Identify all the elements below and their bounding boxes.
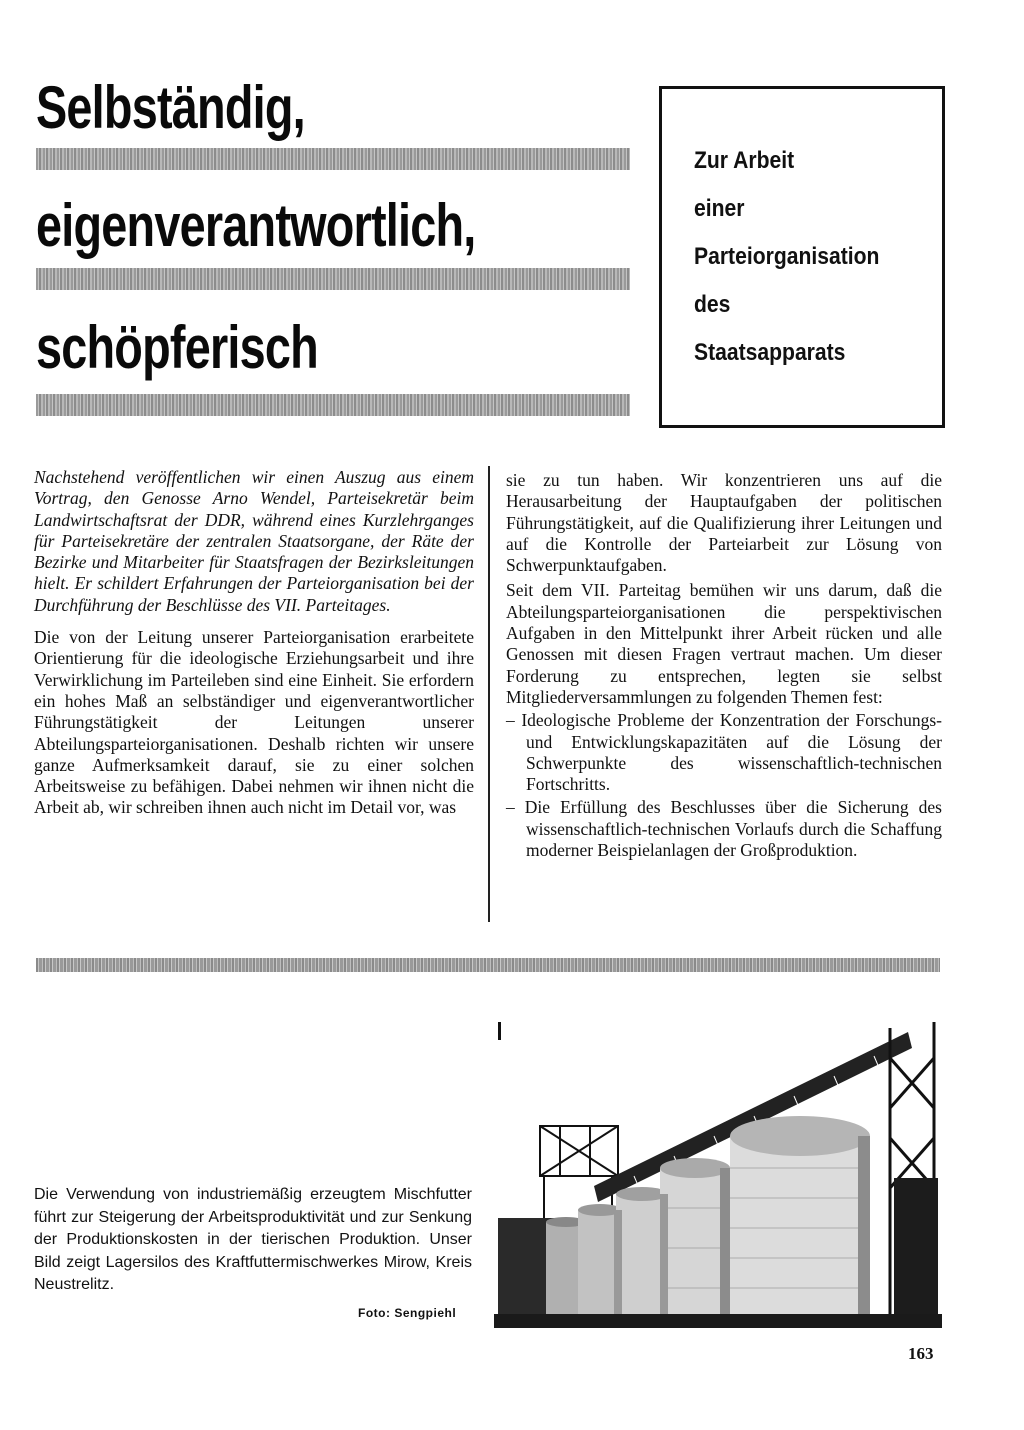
left-column [34,467,474,819]
section-divider-bar [36,958,940,972]
bullet-item-2: – Die Erfüllung des Beschlusses über die Sicherung des wissenschaftlich-technischen Vorlaufs durch die Schaffung moderner Beispielanlagen der Großproduktion. [506,797,942,861]
bullet-item-1: – Ideologische Probleme der Konzentration der Forschungs- und Entwicklungskapazitäten auf die Lösung der Schwerpunkte des wissenschaftlich-technischen Fortschritts. [506,710,942,795]
headline-underline-bar-2 [36,268,630,290]
body-paragraph-3: Seit dem VII. Parteitag bemühen wir uns darum, daß die Abteilungsparteiorganisationen die perspektivischen Aufgaben in den Mittelpunkt ihrer Arbeit rücken und alle Genossen mit diesen Fragen vertraut machen. Um dieser Forderung zu entsprechen, legten sie selbst Mitgliederversammlungen zu folgenden Themen fest: [506,580,942,707]
column-divider [488,466,490,922]
photo-credit: Foto: Sengpiehl [358,1306,457,1320]
intro-paragraph: Nachstehend veröffentlichen wir einen Auszug aus einem Vortrag, den Genosse Arno Wendel, Parteisekretär beim Landwirtschaftsrat der DDR, während eines Kurzlehrganges für Parteisekretäre der zentralen Staatsorgane, der Räte der Bezirke und Mitarbeiter für Staatsfragen der Bezirksleitungen hielt. Er schildert Erfahrungen der Parteiorganisation bei der Durchführung der Beschlüsse des VII. Parteitages. [34,467,474,615]
subtitle-box [659,86,945,428]
headline-line-3: schöpferisch [36,314,318,381]
body-paragraph-1: Die von der Leitung unserer Parteiorganisation erarbeitete Orientierung für die ideologische Erziehungsarbeit und ihre Verwirklichung im Parteileben sind eine Einheit. Sie erfordern ein hohes Maß an selbständiger und eigenverantwortlicher Führungstätigkeit der Leitungen unserer Abteilungsparteiorganisationen. Deshalb richten wir unsere ganze Aufmerksamkeit darauf, sie zu einer solchen Arbeitsweise zu befähigen. Dabei nehmen wir ihnen nicht die Arbeit ab, wir schreiben ihnen auch nicht im Detail vor, was [34,627,474,818]
subtitle-line-4: des [694,291,731,318]
headline-underline-bar-1 [36,148,630,170]
photo-caption: Die Verwendung von industriemäßig erzeugtem Mischfutter führt zur Steigerung der Arbeitsproduktivität und zur Senkung der Produktionskosten in der tierischen Produktion. Unser Bild zeigt Lagersilos des Kraftfuttermischwerkes Mirow, Kreis Neustrelitz. [34,1186,472,1293]
body-paragraph-2: sie zu tun haben. Wir konzentrieren uns auf die Herausarbeitung der Hauptaufgaben der politischen Führungstätigkeit, auf die Qualifizierung ihrer Leitungen und auf die Kontrolle der Parteiarbeit zur Lösung von Schwerpunktaufgaben. [506,470,942,576]
page-number: 163 [908,1344,934,1363]
subtitle-line-3: Parteiorganisation [694,243,880,270]
subtitle-line-5: Staatsapparats [694,339,846,366]
silo-photo [494,1018,942,1328]
subtitle-line-1: Zur Arbeit [694,147,795,174]
right-column [506,470,942,861]
headline-line-2: eigenverantwortlich, [36,192,476,259]
headline-underline-bar-3 [36,394,630,416]
headline-line-1: Selbständig, [36,74,305,141]
subtitle-line-2: einer [694,195,745,222]
